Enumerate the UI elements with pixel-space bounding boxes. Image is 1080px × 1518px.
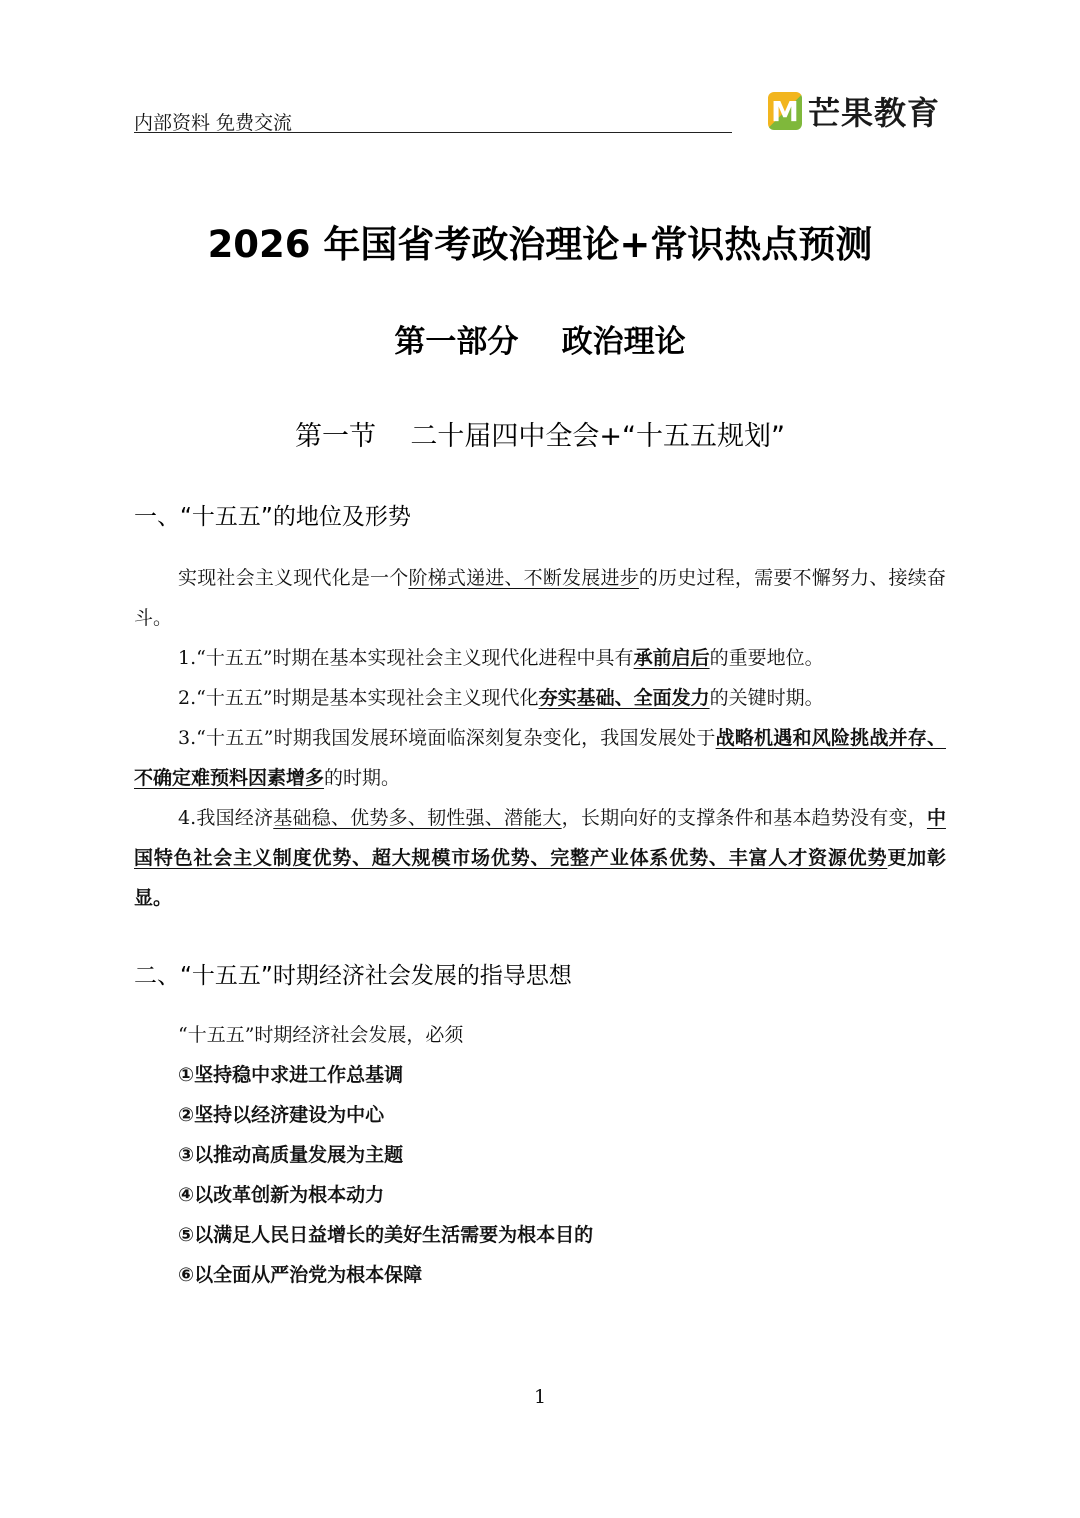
point-2: 2.“十五五”时期是基本实现社会主义现代化夯实基础、全面发力的关键时期。 bbox=[178, 687, 824, 709]
logo-name: 芒果教育 bbox=[807, 94, 940, 132]
point-1: 1.“十五五”时期在基本实现社会主义现代化进程中具有承前启后的重要地位。 bbox=[178, 647, 824, 669]
guide-item: ③以推动高质量发展为主题 bbox=[178, 1144, 404, 1166]
brand-logo bbox=[768, 90, 940, 132]
page-number: 1 bbox=[533, 1386, 547, 1408]
heading-1: 一、“十五五”的地位及形势 bbox=[134, 504, 411, 530]
guide-item: ⑤以满足人民日益增长的美好生活需要为根本目的 bbox=[178, 1224, 594, 1246]
header-rule bbox=[134, 132, 732, 133]
guide-item: ①坚持稳中求进工作总基调 bbox=[178, 1064, 404, 1086]
document-title: 2026 年国省考政治理论+常识热点预测 bbox=[207, 223, 873, 266]
guide-intro: “十五五”时期经济社会发展，必须 bbox=[178, 1024, 464, 1046]
guide-list bbox=[134, 1015, 946, 1295]
guide-item: ⑥以全面从严治党为根本保障 bbox=[178, 1264, 423, 1286]
header-note: 内部资料 免费交流 bbox=[134, 112, 293, 134]
guide-item: ②坚持以经济建设为中心 bbox=[178, 1104, 385, 1126]
point-3: 3.“十五五”时期我国发展环境面临深刻复杂变化，我国发展处于战略机遇和风险挑战并存、不确定难预料因素增多的时期。 bbox=[134, 727, 946, 789]
part-title: 第一部分 政治理论 bbox=[394, 324, 686, 360]
point-4: 4.我国经济基础稳、优势多、韧性强、潜能大，长期向好的支撑条件和基本趋势没有变，中国特色社会主义制度优势、超大规模市场优势、完整产业体系优势、丰富人才资源优势更加彰显。 bbox=[134, 807, 946, 909]
section-title: 第一节 二十届四中全会+“十五五规划” bbox=[295, 421, 785, 452]
guide-item: ④以改革创新为根本动力 bbox=[178, 1184, 385, 1206]
heading-2: 二、“十五五”时期经济社会发展的指导思想 bbox=[134, 963, 572, 989]
paragraph-intro: 实现社会主义现代化是一个阶梯式递进、不断发展进步的历史过程，需要不懈努力、接续奋斗。 bbox=[134, 567, 946, 629]
logo-badge: M bbox=[768, 92, 802, 130]
page-header bbox=[134, 90, 940, 138]
section-1-body bbox=[134, 558, 946, 918]
